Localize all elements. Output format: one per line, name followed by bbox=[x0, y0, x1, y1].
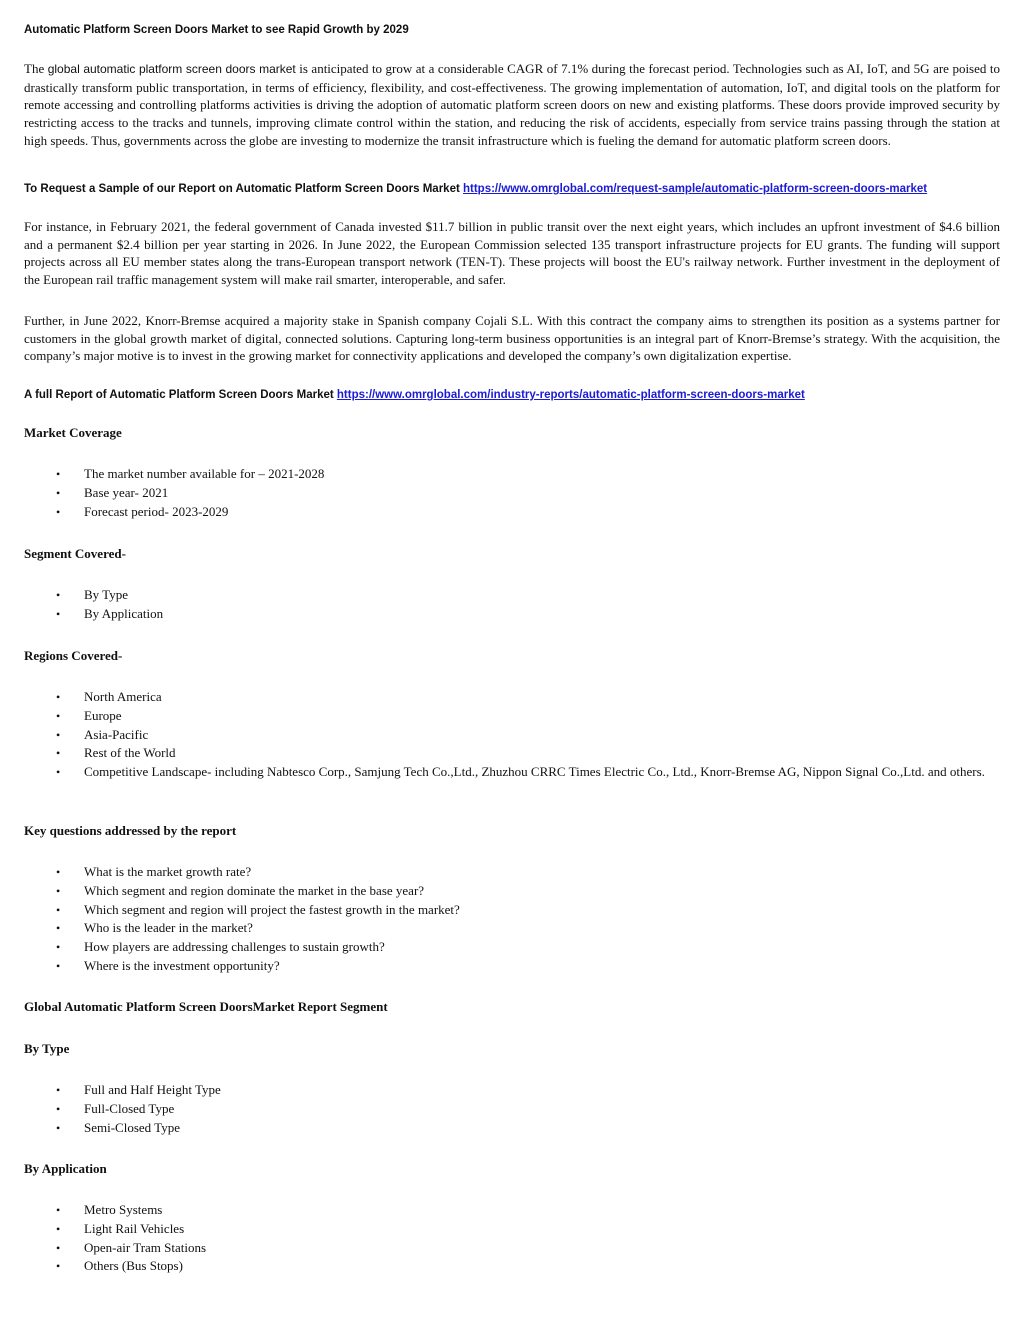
list-item: • North America bbox=[24, 688, 1000, 707]
document-title: Automatic Platform Screen Doors Market to see Rapid Growth by 2029 bbox=[24, 24, 409, 36]
list-item: • Forecast period- 2023-2029 bbox=[24, 503, 1000, 522]
full-report-label: A full Report of Automatic Platform Screen Doors Market bbox=[24, 389, 337, 401]
regions-covered-list bbox=[24, 688, 1000, 782]
segment-covered-list bbox=[24, 586, 1000, 624]
list-item: • Semi-Closed Type bbox=[24, 1119, 1000, 1138]
list-item: • Europe bbox=[24, 707, 1000, 726]
sample-request-link[interactable]: https://www.omrglobal.com/request-sample/automatic-platform-screen-doors-market bbox=[463, 183, 928, 195]
list-item: • Metro Systems bbox=[24, 1201, 1000, 1220]
intro-rest: is anticipated to grow at a considerable CAGR of 7.1% during the forecast period. Technologies such as AI, IoT, and 5G are poised to drastically transform public transportation, in terms of efficiency, flexibility, and cost-effectiveness. The growing implementation of automation, IoT, and digital tools on the platform for remote accessing and controlling platforms activities is driving the adoption of automatic platform screen doors on new and existing platforms. These doors provide improved security by restricting access to the tracks and tunnels, improving climate control within the station, and reducing the risk of accidents, especially from service trains passing through the station at high speeds. Thus, governments across the globe are investing to modernize the transit infrastructure which is fueling the demand for automatic platform screen doors. bbox=[24, 61, 1000, 148]
further-paragraph: Further, in June 2022, Knorr-Bremse acquired a majority stake in Spanish company Cojali S.L. With this contract the company aims to strengthen its position as a systems partner for customers in the global growth market of digital, connected solutions. Capturing long-term business opportunities is an integral part of Knorr-Bremse’s strategy. With the acquisition, the company’s major motive is to invest in the growing market for connectivity applications and developed the company’s own digitalization expertise. bbox=[24, 313, 1000, 364]
market-coverage-list bbox=[24, 465, 1000, 521]
full-report-line bbox=[24, 389, 805, 401]
list-item: • The market number available for – 2021-2028 bbox=[24, 465, 1000, 484]
list-item: • What is the market growth rate? bbox=[24, 863, 1000, 882]
list-item: • Light Rail Vehicles bbox=[24, 1220, 1000, 1239]
by-type-list bbox=[24, 1081, 1000, 1137]
regions-covered-heading: Regions Covered- bbox=[24, 648, 123, 663]
list-item: • Base year- 2021 bbox=[24, 484, 1000, 503]
instance-paragraph: For instance, in February 2021, the federal government of Canada invested $11.7 billion in public transit over the next eight years, which includes an upfront investment of $4.6 billion and a permanent $2.4 billion per year starting in 2026. In June 2022, the European Commission selected 135 transport infrastructure projects for EU grants. The funding will support projects across all EU member states along the trans-European transport network (TEN-T). These projects will boost the EU's railway network. Further investment in the deployment of the European rail traffic management system will make rail smarter, interoperable, and safer. bbox=[24, 219, 1000, 288]
list-item: • Full and Half Height Type bbox=[24, 1081, 1000, 1100]
sample-request-label: To Request a Sample of our Report on Automatic Platform Screen Doors Market bbox=[24, 183, 463, 195]
list-item: • Open-air Tram Stations bbox=[24, 1239, 1000, 1258]
list-item: • Which segment and region dominate the market in the base year? bbox=[24, 882, 1000, 901]
list-item: • Rest of the World bbox=[24, 744, 1000, 763]
by-type-heading: By Type bbox=[24, 1041, 70, 1056]
intro-prefix: The bbox=[24, 61, 48, 76]
report-segment-heading: Global Automatic Platform Screen DoorsMarket Report Segment bbox=[24, 999, 388, 1014]
list-item: • Who is the leader in the market? bbox=[24, 919, 1000, 938]
intro-paragraph bbox=[24, 60, 1000, 150]
list-item: • Where is the investment opportunity? bbox=[24, 957, 1000, 976]
key-questions-heading: Key questions addressed by the report bbox=[24, 823, 237, 838]
list-item: • Which segment and region will project the fastest growth in the market? bbox=[24, 901, 1000, 920]
key-questions-list bbox=[24, 863, 1000, 976]
list-item: • How players are addressing challenges to sustain growth? bbox=[24, 938, 1000, 957]
sample-request-line bbox=[24, 183, 927, 195]
by-application-list bbox=[24, 1201, 1000, 1276]
market-coverage-heading: Market Coverage bbox=[24, 425, 122, 440]
by-application-heading: By Application bbox=[24, 1161, 107, 1176]
segment-covered-heading: Segment Covered- bbox=[24, 546, 126, 561]
list-item: • Competitive Landscape- including Nabtesco Corp., Samjung Tech Co.,Ltd., Zhuzhou CRRC Times Electric Co., Ltd., Knorr-Bremse AG, Nippon Signal Co.,Ltd. and others. bbox=[24, 763, 1000, 782]
list-item: • Asia-Pacific bbox=[24, 726, 1000, 745]
full-report-link[interactable]: https://www.omrglobal.com/industry-reports/automatic-platform-screen-doors-market bbox=[336, 389, 805, 401]
intro-keyword: global automatic platform screen doors market bbox=[47, 62, 296, 76]
list-item: • Full-Closed Type bbox=[24, 1100, 1000, 1119]
list-item: • Others (Bus Stops) bbox=[24, 1257, 1000, 1276]
list-item: • By Type bbox=[24, 586, 1000, 605]
list-item: • By Application bbox=[24, 605, 1000, 624]
